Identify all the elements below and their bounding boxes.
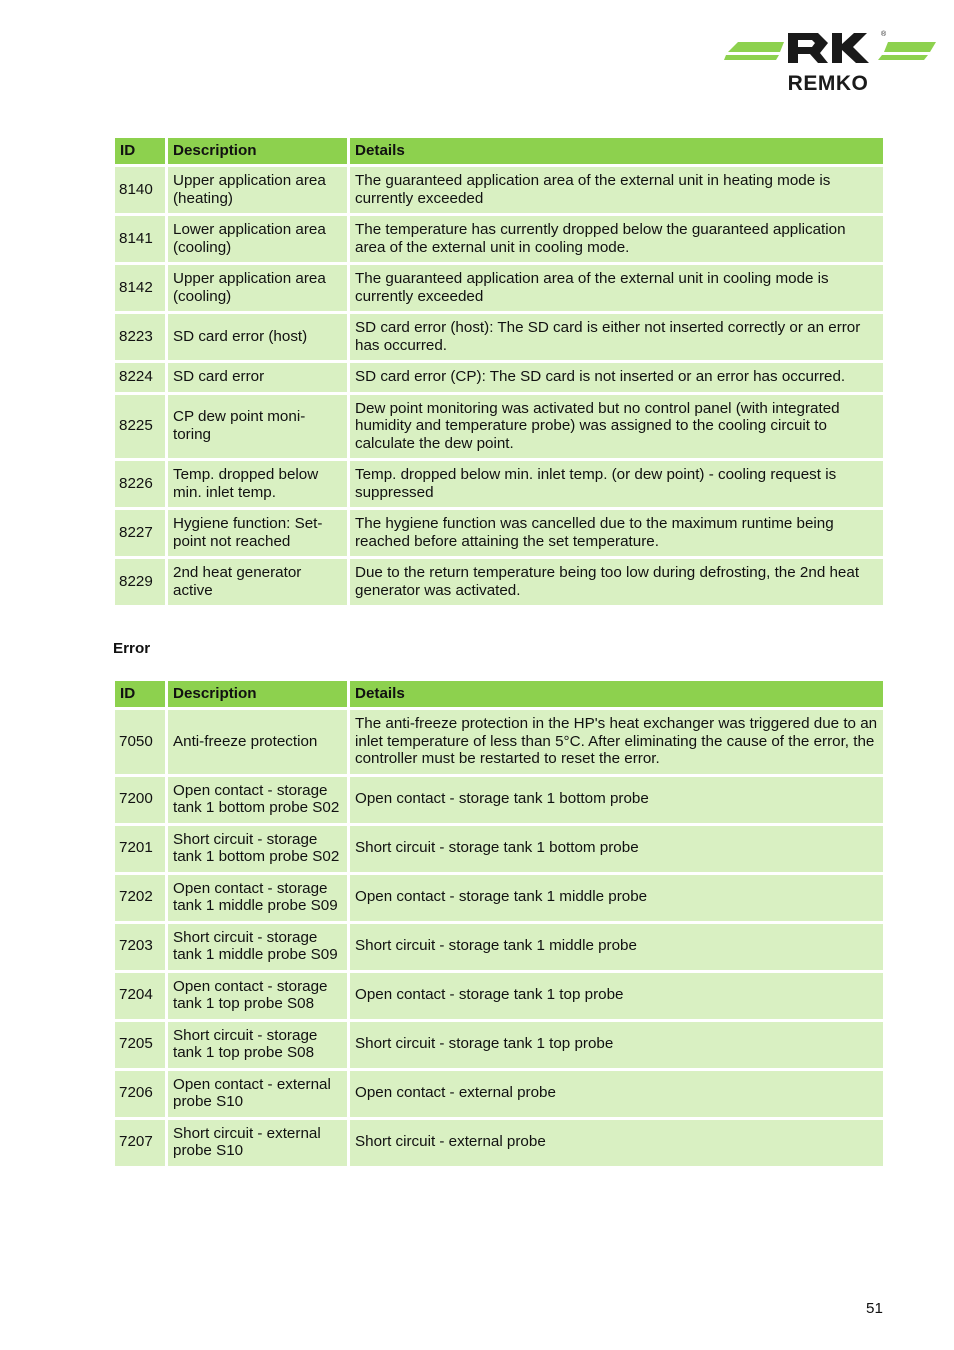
cell-id: 8223 bbox=[115, 314, 165, 360]
cell-details: Open contact - storage tank 1 middle probe bbox=[350, 875, 883, 921]
table-row bbox=[115, 461, 883, 507]
table-row bbox=[115, 363, 883, 392]
logo-registered-mark: ® bbox=[881, 31, 887, 38]
cell-id: 8142 bbox=[115, 265, 165, 311]
header-description: Description bbox=[168, 681, 347, 707]
table-row bbox=[115, 1022, 883, 1068]
cell-details: The guaranteed application area of the external unit in cooling mode is currently exceeded bbox=[350, 265, 883, 311]
table-row bbox=[115, 924, 883, 970]
table-row bbox=[115, 314, 883, 360]
cell-id: 7207 bbox=[115, 1120, 165, 1166]
header-id: ID bbox=[115, 138, 165, 164]
cell-id: 8141 bbox=[115, 216, 165, 262]
table-row bbox=[115, 395, 883, 459]
cell-description: Short circuit - storage tank 1 middle probe S09 bbox=[168, 924, 347, 970]
cell-description: Open contact - external probe S10 bbox=[168, 1071, 347, 1117]
cell-description: Open contact - storage tank 1 middle probe S09 bbox=[168, 875, 347, 921]
warnings-table-head bbox=[115, 138, 883, 164]
table-row bbox=[115, 710, 883, 774]
cell-details: Temp. dropped below min. inlet temp. (or dew point) - cooling request is suppressed bbox=[350, 461, 883, 507]
section-title-error: Error bbox=[113, 640, 151, 657]
cell-description: Anti-freeze protection bbox=[168, 710, 347, 774]
cell-details: The anti-freeze protection in the HP's heat exchanger was triggered due to an inlet temperature of less than 5°C. After eliminating the cause of the error, the controller must be restarted to reset the error. bbox=[350, 710, 883, 774]
header-id: ID bbox=[115, 681, 165, 707]
cell-description: Upper application area (heating) bbox=[168, 167, 347, 213]
cell-id: 7204 bbox=[115, 973, 165, 1019]
cell-description: CP dew point moni-toring bbox=[168, 395, 347, 459]
cell-description: Temp. dropped below min. inlet temp. bbox=[168, 461, 347, 507]
logo-right-stripe-top bbox=[884, 42, 936, 52]
table-row bbox=[115, 1071, 883, 1117]
cell-id: 7201 bbox=[115, 826, 165, 872]
errors-table bbox=[112, 678, 886, 1169]
cell-details: Short circuit - storage tank 1 middle probe bbox=[350, 924, 883, 970]
logo-left-stripe-top bbox=[728, 42, 784, 52]
table-row bbox=[115, 559, 883, 605]
logo-right-stripe-bottom bbox=[878, 55, 928, 60]
warnings-table bbox=[112, 135, 886, 608]
remko-logo bbox=[724, 28, 938, 94]
cell-description: SD card error bbox=[168, 363, 347, 392]
cell-details: SD card error (host): The SD card is either not inserted correctly or an error has occurred. bbox=[350, 314, 883, 360]
logo-k-mark bbox=[832, 33, 869, 63]
table-row bbox=[115, 826, 883, 872]
header-details: Details bbox=[350, 138, 883, 164]
logo-r-mark bbox=[788, 33, 828, 63]
cell-details: The guaranteed application area of the external unit in heating mode is currently exceeded bbox=[350, 167, 883, 213]
cell-description: SD card error (host) bbox=[168, 314, 347, 360]
logo-wordmark: REMKO bbox=[787, 72, 869, 94]
cell-id: 8227 bbox=[115, 510, 165, 556]
cell-details: Short circuit - storage tank 1 top probe bbox=[350, 1022, 883, 1068]
cell-id: 8226 bbox=[115, 461, 165, 507]
cell-description: 2nd heat generator active bbox=[168, 559, 347, 605]
table-row bbox=[115, 777, 883, 823]
cell-details: The hygiene function was cancelled due to the maximum runtime being reached before attaining the set temperature. bbox=[350, 510, 883, 556]
cell-id: 7205 bbox=[115, 1022, 165, 1068]
cell-description: Open contact - storage tank 1 bottom probe S02 bbox=[168, 777, 347, 823]
cell-id: 8224 bbox=[115, 363, 165, 392]
cell-details: Short circuit - storage tank 1 bottom probe bbox=[350, 826, 883, 872]
table-row bbox=[115, 510, 883, 556]
cell-details: Open contact - storage tank 1 top probe bbox=[350, 973, 883, 1019]
cell-id: 8225 bbox=[115, 395, 165, 459]
header-details: Details bbox=[350, 681, 883, 707]
cell-details: Open contact - external probe bbox=[350, 1071, 883, 1117]
table-row bbox=[115, 265, 883, 311]
cell-id: 8140 bbox=[115, 167, 165, 213]
cell-id: 7206 bbox=[115, 1071, 165, 1117]
cell-details: Due to the return temperature being too low during defrosting, the 2nd heat generator was activated. bbox=[350, 559, 883, 605]
cell-id: 7203 bbox=[115, 924, 165, 970]
table-row bbox=[115, 875, 883, 921]
table-header-row bbox=[115, 138, 883, 164]
cell-description: Hygiene function: Set-point not reached bbox=[168, 510, 347, 556]
page-number: 51 bbox=[866, 1300, 883, 1317]
table-row bbox=[115, 973, 883, 1019]
cell-details: SD card error (CP): The SD card is not inserted or an error has occurred. bbox=[350, 363, 883, 392]
table-row bbox=[115, 216, 883, 262]
cell-description: Short circuit - storage tank 1 top probe S08 bbox=[168, 1022, 347, 1068]
cell-description: Short circuit - storage tank 1 bottom probe S02 bbox=[168, 826, 347, 872]
cell-id: 7202 bbox=[115, 875, 165, 921]
cell-id: 8229 bbox=[115, 559, 165, 605]
cell-id: 7050 bbox=[115, 710, 165, 774]
errors-table-body bbox=[115, 710, 883, 1166]
errors-table-head bbox=[115, 681, 883, 707]
logo-left-stripe-bottom bbox=[724, 55, 779, 60]
cell-details: The temperature has currently dropped below the guaranteed application area of the external unit in cooling mode. bbox=[350, 216, 883, 262]
cell-id: 7200 bbox=[115, 777, 165, 823]
table-header-row bbox=[115, 681, 883, 707]
header-description: Description bbox=[168, 138, 347, 164]
table-row bbox=[115, 1120, 883, 1166]
cell-description: Lower application area (cooling) bbox=[168, 216, 347, 262]
cell-details: Open contact - storage tank 1 bottom probe bbox=[350, 777, 883, 823]
cell-details: Dew point monitoring was activated but no control panel (with integrated humidity and temperature probe) was assigned to the cooling circuit to calculate the dew point. bbox=[350, 395, 883, 459]
cell-details: Short circuit - external probe bbox=[350, 1120, 883, 1166]
cell-description: Open contact - storage tank 1 top probe S08 bbox=[168, 973, 347, 1019]
warnings-table-body bbox=[115, 167, 883, 605]
cell-description: Short circuit - external probe S10 bbox=[168, 1120, 347, 1166]
cell-description: Upper application area (cooling) bbox=[168, 265, 347, 311]
table-row bbox=[115, 167, 883, 213]
